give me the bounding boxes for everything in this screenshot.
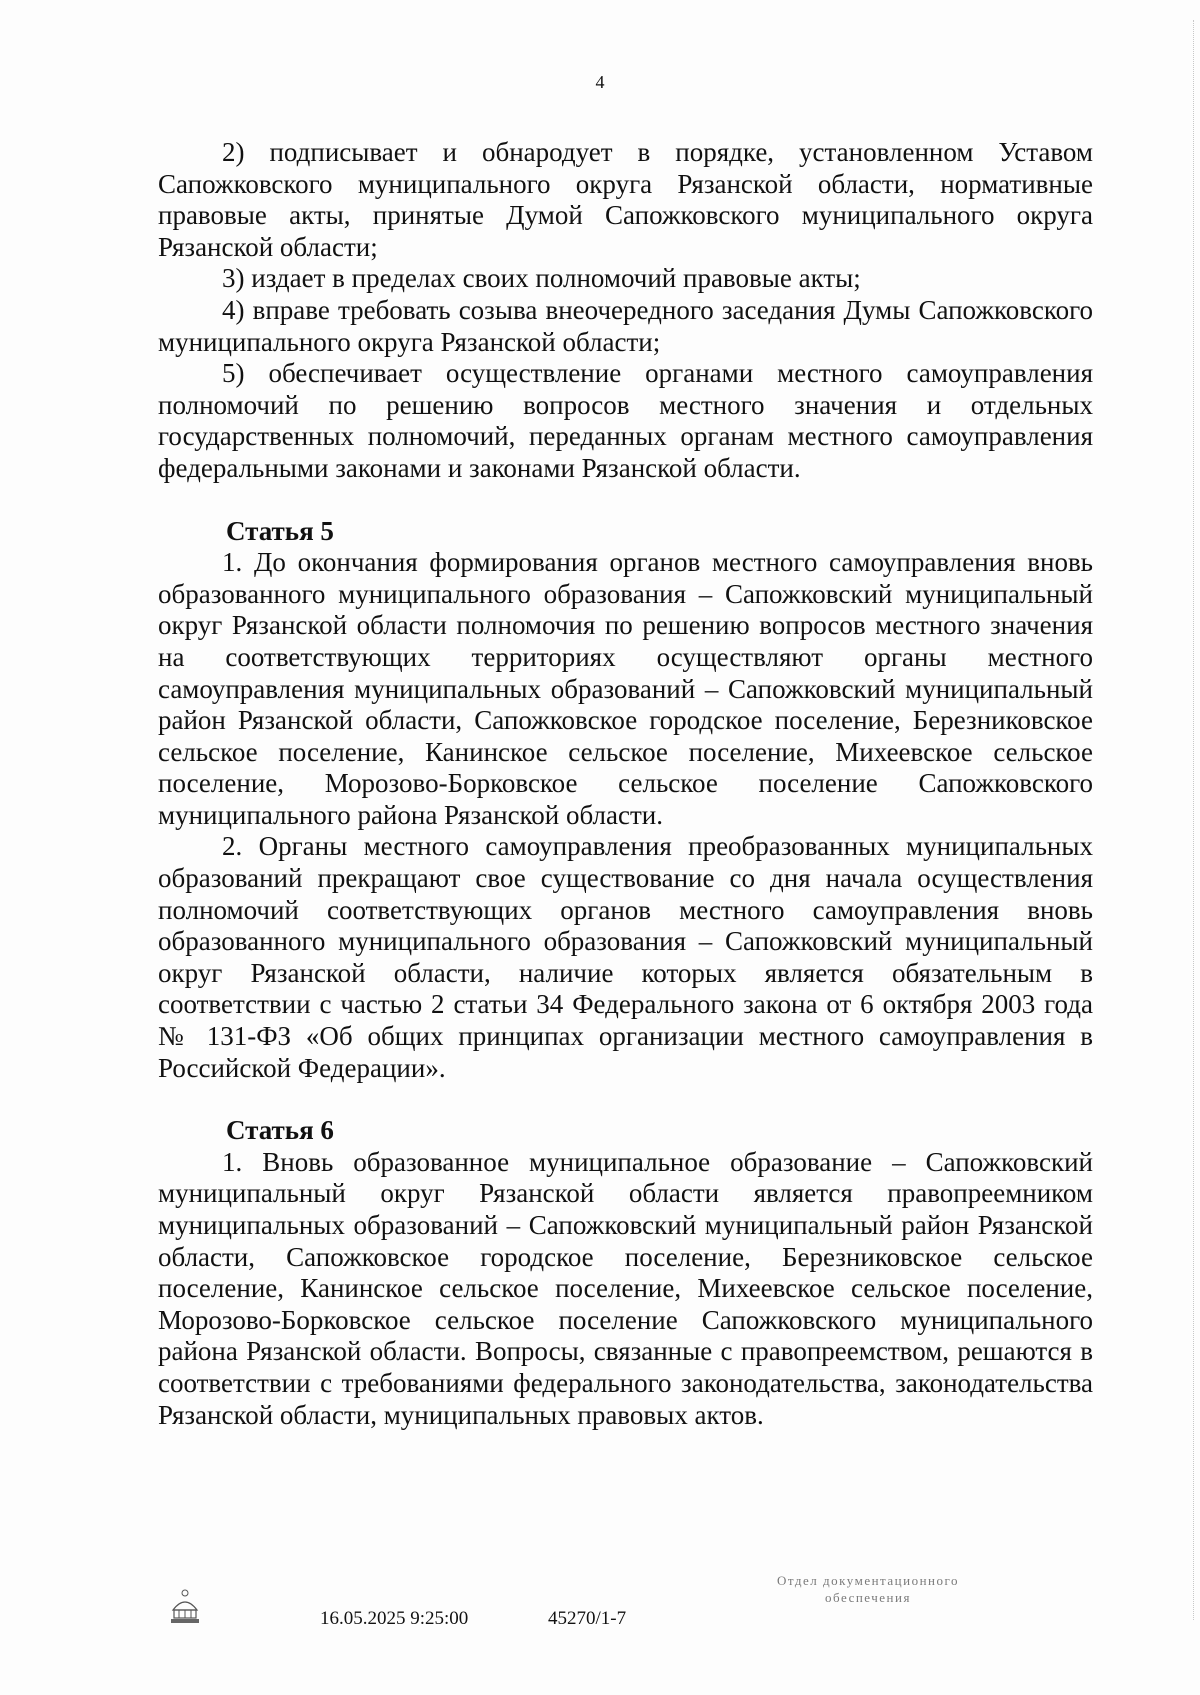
emblem-logo-icon (168, 1588, 202, 1626)
article-5-heading: Статья 5 (226, 515, 334, 546)
article-5 (158, 516, 1093, 1085)
footer-registration-number: 45270/1-7 (548, 1608, 627, 1629)
article-5-paragraph-1: 1. До окончания формирования органов местного самоуправления вновь образованного муниципального образования – Сапожковский муниципальный округ Рязанской области полномочия по решению вопросов местного значения на соответствующих территориях осуществляют органы местного самоуправления муниципальных образований – Сапожковский муниципальный район Рязанской области, Сапожковское городское поселение, Березниковское сельское поселение, Канинское сельское поселение, Михеевское сельское поселение, Морозово-Борковское сельское поселение Сапожковского муниципального района Рязанской области. (158, 547, 1093, 830)
intro-item-3: 3) издает в пределах своих полномочий правовые акты; (222, 263, 861, 294)
stamp-line-1: Отдел документационного (777, 1573, 959, 1588)
department-stamp (718, 1572, 1018, 1606)
footer-datetime: 16.05.2025 9:25:00 (320, 1608, 469, 1629)
article-5-paragraph-2: 2. Органы местного самоуправления преобразованных муниципальных образований прекращают свое существование со дня начала осуществления полномочий соответствующих органов местного самоуправления вновь образованного муниципального образования – Сапожковский муниципальный округ Рязанской области, наличие которых является обязательным в соответствии с частью 2 статьи 34 Федерального закона от 6 октября 2003 года № 131-ФЗ «Об общих принципах организации местного самоуправления в Российской Федерации». (158, 831, 1093, 1083)
article-6-heading: Статья 6 (226, 1115, 334, 1146)
intro-item-5: 5) обеспечивает осуществление органами местного самоуправления полномочий по решению вопросов местного значения и отдельных государственных полномочий, переданных органам местного самоуправления федеральными законами и законами Рязанской области. (158, 358, 1093, 483)
intro-item-4: 4) вправе требовать созыва внеочередного заседания Думы Сапожковского муниципального округа Рязанской области; (158, 294, 1093, 357)
page-number: 4 (595, 72, 605, 92)
article-6-paragraph-1: 1. Вновь образованное муниципальное образование – Сапожковский муниципальный округ Рязанской области является правопреемником муниципальных образований – Сапожковский муниципальный район Рязанской области, Сапожковское городское поселение, Березниковское сельское поселение, Канинское сельское поселение, Михеевское сельское поселение, Морозово-Борковское сельское поселение Сапожковского муниципального района Рязанской области. Вопросы, связанные с правопреемством, решаются в соответствии с требованиями федерального законодательства, законодательства Рязанской области, муниципальных правовых актов. (158, 1146, 1093, 1430)
article-6 (158, 1115, 1093, 1431)
document-body (158, 137, 1093, 1431)
stamp-line-2: обеспечения (825, 1590, 911, 1605)
intro-item-2: 2) подписывает и обнародует в порядке, установленном Уставом Сапожковского муниципального округа Рязанской области, нормативные правовые акты, принятые Думой Сапожковского муниципального округа Рязанской области; (158, 137, 1093, 262)
scan-edge-marks (1191, 20, 1194, 1620)
